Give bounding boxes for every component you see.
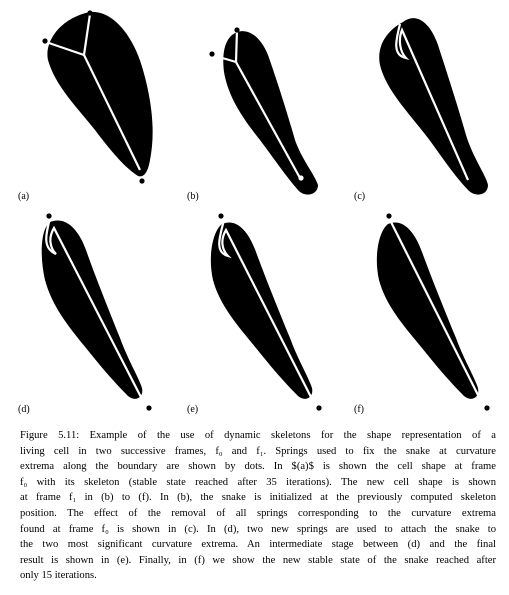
panel-label-a: (a) <box>18 191 30 202</box>
caption-line: living cell in two successive frames, f₀ and f₁. Springs used to fix the snake at curvature <box>20 445 496 457</box>
caption-line: at frame f₁ in (b) to (f). In (b), the snake is initialized at the previously computed skeleton <box>20 492 496 504</box>
cell-image-d <box>20 208 180 418</box>
caption-line: extrema along the boundary are shown by dots. In $(a)$ is shown the cell shape at frame <box>20 461 496 473</box>
cell-image-b <box>190 0 350 210</box>
panel-a <box>20 0 180 210</box>
caption-line: Figure 5.11: Example of the use of dynamic skeletons for the shape representation of a <box>20 430 496 441</box>
caption-line: the two most significant curvature extrema. An intermediate stage between (d) and the final <box>20 539 496 551</box>
panel-d <box>20 208 180 418</box>
panel-label-c: (c) <box>354 191 366 202</box>
panel-f <box>358 208 509 418</box>
panel-e <box>190 208 350 418</box>
caption-line: f₀ with its skeleton (stable state reached after 35 iterations). The new cell shape is shown <box>20 476 496 488</box>
cell-image-a <box>20 0 180 210</box>
panel-label-b: (b) <box>187 191 199 202</box>
cell-image-f <box>358 208 509 418</box>
panel-b <box>190 0 350 210</box>
cell-image-c <box>358 0 509 210</box>
cell-image-e <box>190 208 350 418</box>
figure-caption <box>20 428 496 584</box>
panel-label-f: (f) <box>354 404 364 415</box>
panel-label-d: (d) <box>18 404 30 415</box>
panel-label-e: (e) <box>187 404 199 415</box>
caption-line: result is shown in (e). Finally, in (f) we show the new stable state of the snake reached after <box>20 554 496 566</box>
caption-line: position. The effect of the removal of all springs corresponding to the curvature extrema <box>20 507 496 519</box>
caption-line: found at frame f₀ is shown in (c). In (d), two new springs are used to attach the snake to <box>20 523 496 535</box>
panel-c <box>358 0 509 210</box>
caption-line: only 15 iterations. <box>20 570 97 582</box>
